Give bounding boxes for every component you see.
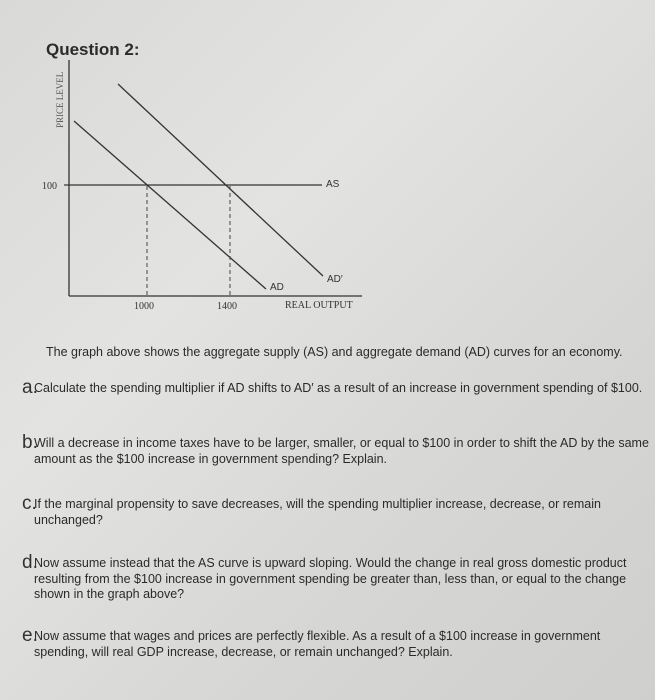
question-d-letter: d. — [22, 552, 38, 573]
intro-text: The graph above shows the aggregate supply (AS) and aggregate demand (AD) curves for an economy. — [46, 345, 623, 359]
question-e — [22, 625, 652, 660]
question-b-text: Will a decrease in income taxes have to be larger, smaller, or equal to $100 in order to shift the AD by the same amount as the $100 increase in government spending? Explain. — [34, 436, 649, 466]
ad-label: AD — [270, 282, 284, 293]
question-e-text: Now assume that wages and prices are perfectly flexible. As a result of a $100 increase in government spending, will real GDP increase, decrease, or remain unchanged? Explain. — [34, 629, 601, 659]
question-a — [22, 377, 652, 398]
question-e-letter: e. — [22, 625, 38, 646]
question-c-letter: c. — [22, 493, 37, 514]
ad-prime-curve — [118, 84, 323, 276]
question-d — [22, 552, 652, 603]
ad-prime-label: AD′ — [327, 274, 343, 285]
question-title: Question 2: — [46, 40, 140, 59]
price-tick-label: 100 — [42, 181, 57, 192]
question-a-text: Calculate the spending multiplier if AD shifts to AD′ as a result of an increase in government spending of $100. — [34, 381, 643, 395]
ad-curve — [74, 121, 266, 289]
question-b — [22, 432, 652, 467]
output-tick-1400: 1400 — [217, 301, 237, 312]
output-tick-1000: 1000 — [134, 301, 154, 312]
y-axis-label: PRICE LEVEL — [55, 71, 65, 128]
question-c-text: If the marginal propensity to save decreases, will the spending multiplier increase, decrease, or remain unchanged? — [34, 497, 601, 527]
as-label: AS — [326, 179, 340, 190]
question-b-letter: b. — [22, 432, 38, 453]
question-a-letter: a. — [22, 377, 38, 398]
as-ad-graph — [0, 0, 655, 340]
question-c — [22, 493, 652, 528]
x-axis-label: REAL OUTPUT — [285, 300, 353, 311]
question-d-text: Now assume instead that the AS curve is upward sloping. Would the change in real gross domestic product resulting from the $100 increase in government spending be greater than, less than, or equal to the change shown in the graph above? — [34, 556, 627, 601]
